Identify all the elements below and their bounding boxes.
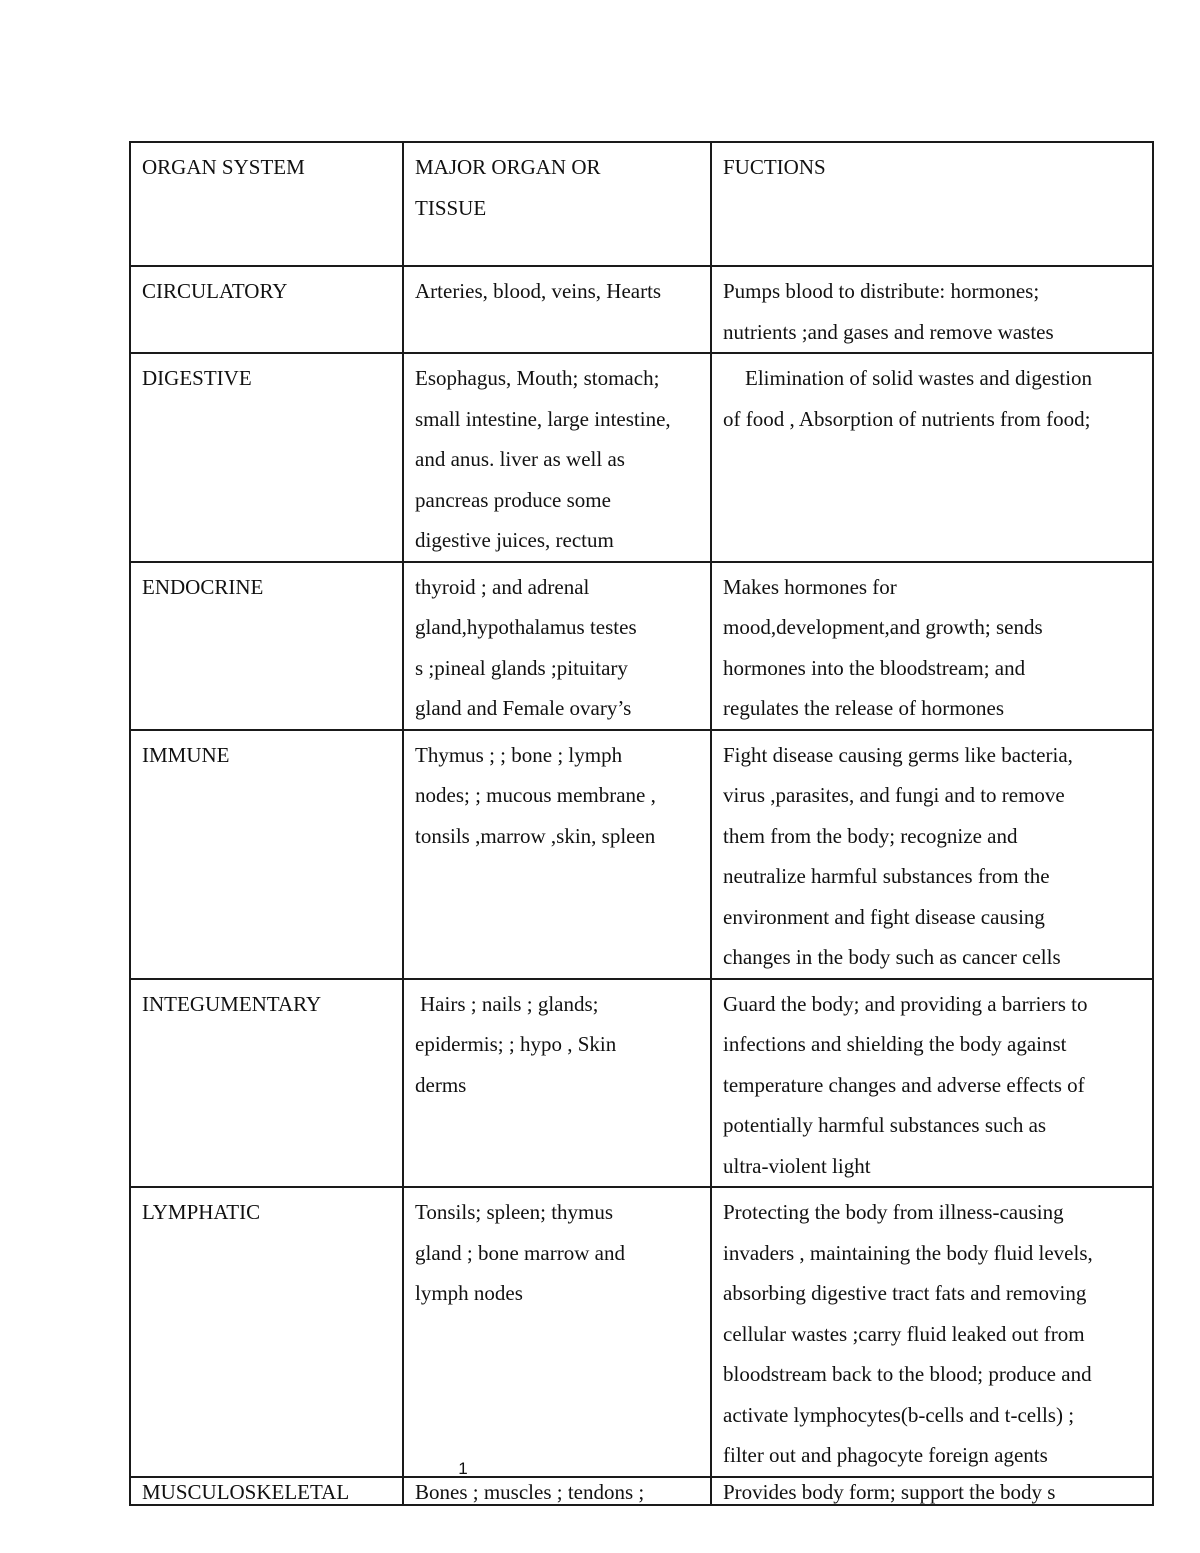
table-row [130,562,1153,730]
functions-cell: Protecting the body from illness-causing invaders , maintaining the body fluid levels, absorbing digestive tract fats and removing cellular wastes ;carry fluid leaked out from bloodstream back to the blood; produce and activate lymphocytes(b-cells and t-cells) ; filter out and phagocyte foreign agents [711,1187,1153,1477]
functions-cell: Fight disease causing germs like bacteria, virus ,parasites, and fungi and to remove them from the body; recognize and neutralize harmful substances from the environment and fight disease causing changes in the body such as cancer cells [711,730,1153,979]
functions-cell: Guard the body; and providing a barriers to infections and shielding the body against temperature changes and adverse effects of potentially harmful substances such as ultra-violent light [711,979,1153,1188]
functions-cell: Makes hormones for mood,development,and growth; sends hormones into the bloodstream; and regulates the release of hormones [711,562,1153,730]
system-name: IMMUNE [130,730,403,979]
header-major-organ: MAJOR ORGAN OR TISSUE [403,142,711,266]
table-row [130,1187,1153,1477]
system-name: INTEGUMENTARY [130,979,403,1188]
system-name: DIGESTIVE [130,353,403,562]
organs-cell: Bones ; muscles ; tendons ; [403,1477,711,1505]
organs-cell: Esophagus, Mouth; stomach; small intestine, large intestine, and anus. liver as well as pancreas produce some digestive juices, rectum [403,353,711,562]
functions-cell: Pumps blood to distribute: hormones; nutrients ;and gases and remove wastes [711,266,1153,353]
table-row [130,1477,1153,1505]
organs-cell: thyroid ; and adrenal gland,hypothalamus testes s ;pineal glands ;pituitary gland and Female ovary’s [403,562,711,730]
table-row [130,730,1153,979]
page-number: 1 [458,1459,468,1478]
system-name: LYMPHATIC [130,1187,403,1477]
organs-cell: Thymus ; ; bone ; lymph nodes; ; mucous membrane , tonsils ,marrow ,skin, spleen [403,730,711,979]
system-name: MUSCULOSKELETAL [130,1477,403,1505]
organ-systems-table [129,141,1154,1506]
header-organ-system: ORGAN SYSTEM [130,142,403,266]
table-row [130,353,1153,562]
table-row [130,266,1153,353]
system-name: CIRCULATORY [130,266,403,353]
header-functions: FUCTIONS [711,142,1153,266]
table-header-row [130,142,1153,266]
organs-cell: Hairs ; nails ; glands; epidermis; ; hypo , Skin derms [403,979,711,1188]
table-row [130,979,1153,1188]
system-name: ENDOCRINE [130,562,403,730]
functions-cell: Elimination of solid wastes and digestion of food , Absorption of nutrients from food; [711,353,1153,562]
functions-cell: Provides body form; support the body s [711,1477,1153,1505]
organs-cell: Tonsils; spleen; thymus gland ; bone marrow and lymph nodes [403,1187,711,1477]
organs-cell: Arteries, blood, veins, Hearts [403,266,711,353]
